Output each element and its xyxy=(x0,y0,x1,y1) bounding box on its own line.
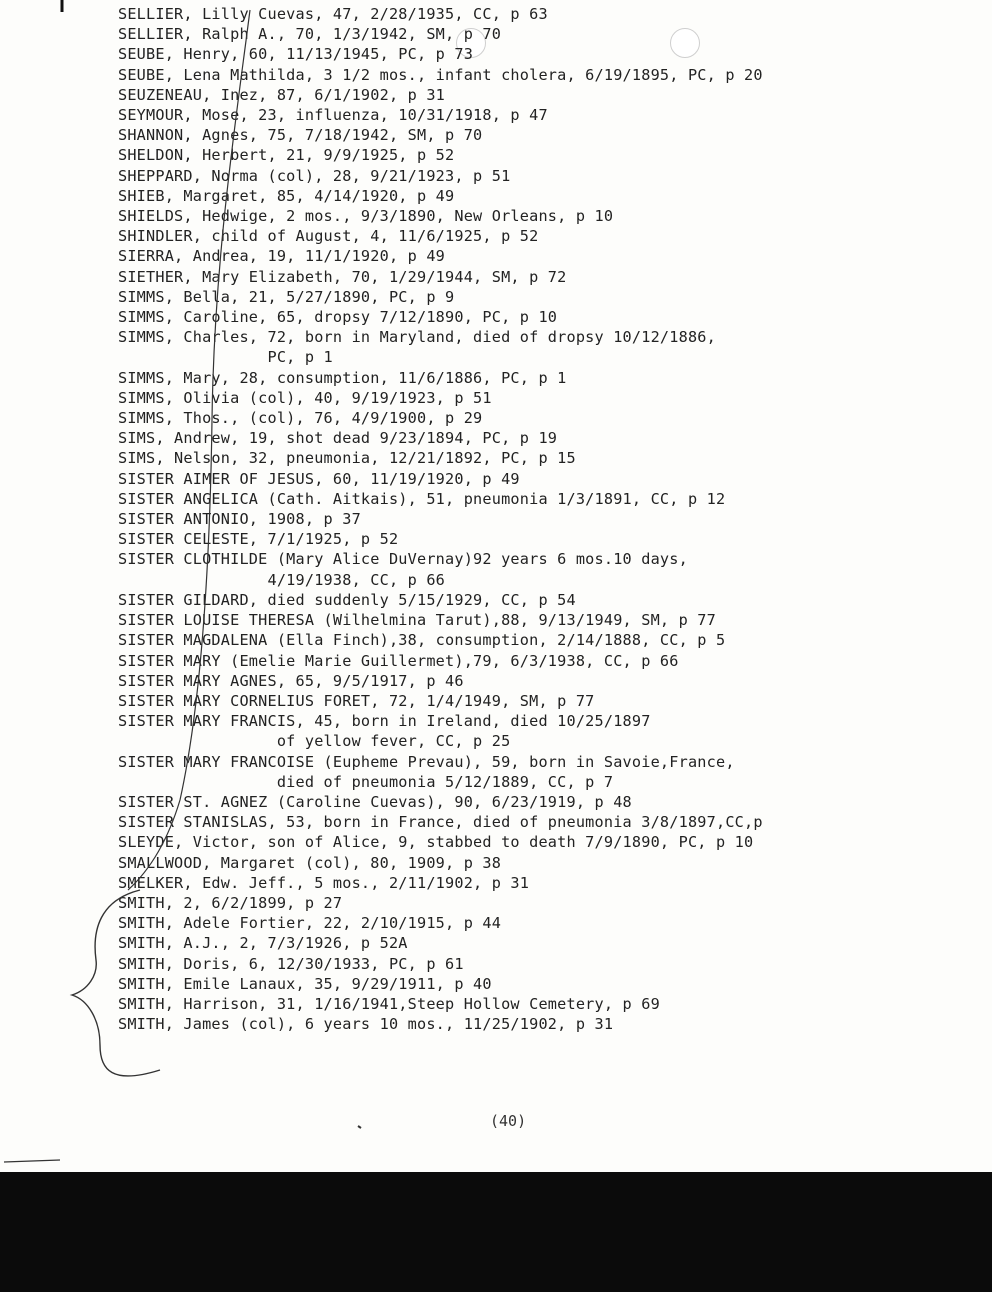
entry-continuation-line: died of pneumonia 5/12/1889, CC, p 7 xyxy=(118,772,614,791)
entry-line: SIMMS, Mary, 28, consumption, 11/6/1886, PC, p 1 xyxy=(118,368,567,387)
entry-line: SISTER MAGDALENA (Ella Finch),38, consumption, 2/14/1888, CC, p 5 xyxy=(118,631,726,650)
index-entry xyxy=(118,549,988,589)
index-entry xyxy=(118,4,988,24)
entry-line: SLEYDE, Victor, son of Alice, 9, stabbed to death 7/9/1890, PC, p 10 xyxy=(118,833,754,852)
index-entry xyxy=(118,489,988,509)
entry-line: SISTER ST. AGNEZ (Caroline Cuevas), 90, 6/23/1919, p 48 xyxy=(118,792,632,811)
index-entry xyxy=(118,85,988,105)
index-entry xyxy=(118,428,988,448)
entry-line: SISTER CELESTE, 7/1/1925, p 52 xyxy=(118,530,399,549)
index-entry xyxy=(118,529,988,549)
index-entry xyxy=(118,307,988,327)
entry-line: SISTER MARY (Emelie Marie Guillermet),79, 6/3/1938, CC, p 66 xyxy=(118,651,679,670)
index-entry xyxy=(118,1014,988,1034)
scan-bottom-border xyxy=(0,1172,992,1292)
index-entry xyxy=(118,873,988,893)
index-entry xyxy=(118,711,988,751)
index-entry xyxy=(118,792,988,812)
page-number: (40) xyxy=(490,1112,527,1130)
index-entry xyxy=(118,974,988,994)
index-entry xyxy=(118,651,988,671)
entry-line: SISTER AIMER OF JESUS, 60, 11/19/1920, p 49 xyxy=(118,469,520,488)
index-entry xyxy=(118,105,988,125)
entry-continuation-line: 4/19/1938, CC, p 66 xyxy=(118,570,446,589)
entry-line: SHIELDS, Hedwige, 2 mos., 9/3/1890, New Orleans, p 10 xyxy=(118,207,614,226)
entry-line: SEUBE, Lena Mathilda, 3 1/2 mos., infant cholera, 6/19/1895, PC, p 20 xyxy=(118,65,763,84)
index-entry xyxy=(118,933,988,953)
entry-line: SMELKER, Edw. Jeff., 5 mos., 2/11/1902, p 31 xyxy=(118,873,530,892)
tick-mark xyxy=(358,1126,361,1128)
index-entry xyxy=(118,287,988,307)
index-entry xyxy=(118,853,988,873)
index-entry xyxy=(118,125,988,145)
entry-line: SMITH, James (col), 6 years 10 mos., 11/25/1902, p 31 xyxy=(118,1015,614,1034)
entry-line: SMITH, A.J., 2, 7/3/1926, p 52A xyxy=(118,934,408,953)
index-entry xyxy=(118,327,988,367)
index-entry xyxy=(118,832,988,852)
index-entry xyxy=(118,812,988,832)
entry-line: SISTER ANGELICA (Cath. Aitkais), 51, pneumonia 1/3/1891, CC, p 12 xyxy=(118,489,726,508)
index-entry xyxy=(118,671,988,691)
entry-line: SIERRA, Andrea, 19, 11/1/1920, p 49 xyxy=(118,247,446,266)
index-entry xyxy=(118,630,988,650)
entry-line: SISTER LOUISE THERESA (Wilhelmina Tarut),88, 9/13/1949, SM, p 77 xyxy=(118,611,716,630)
index-entry xyxy=(118,954,988,974)
entry-line: SISTER MARY AGNES, 65, 9/5/1917, p 46 xyxy=(118,671,464,690)
index-entry xyxy=(118,752,988,792)
index-entry xyxy=(118,267,988,287)
index-entry xyxy=(118,469,988,489)
entry-line: SHEPPARD, Norma (col), 28, 9/21/1923, p 51 xyxy=(118,166,511,185)
entry-line: SIMMS, Olivia (col), 40, 9/19/1923, p 51 xyxy=(118,388,492,407)
index-entry xyxy=(118,994,988,1014)
entry-line: SMITH, 2, 6/2/1899, p 27 xyxy=(118,893,343,912)
entry-line: SISTER MARY CORNELIUS FORET, 72, 1/4/1949, SM, p 77 xyxy=(118,691,595,710)
index-entry xyxy=(118,166,988,186)
entry-line: SEUZENEAU, Inez, 87, 6/1/1902, p 31 xyxy=(118,85,446,104)
index-entry xyxy=(118,913,988,933)
entry-line: SHANNON, Agnes, 75, 7/18/1942, SM, p 70 xyxy=(118,126,483,145)
entry-line: SISTER GILDARD, died suddenly 5/15/1929, CC, p 54 xyxy=(118,590,576,609)
index-entry xyxy=(118,24,988,44)
entry-line: SEYMOUR, Mose, 23, influenza, 10/31/1918, p 47 xyxy=(118,106,548,125)
index-entry xyxy=(118,206,988,226)
entry-line: SIMMS, Caroline, 65, dropsy 7/12/1890, PC, p 10 xyxy=(118,308,558,327)
index-entry xyxy=(118,691,988,711)
small-stroke-bottom-left xyxy=(4,1160,60,1162)
index-entry xyxy=(118,893,988,913)
entry-line: SIMMS, Charles, 72, born in Maryland, died of dropsy 10/12/1886, xyxy=(118,328,716,347)
entry-line: SHELDON, Herbert, 21, 9/9/1925, p 52 xyxy=(118,146,455,165)
index-entry xyxy=(118,246,988,266)
entry-line: SIMMS, Thos., (col), 76, 4/9/1900, p 29 xyxy=(118,409,483,428)
index-entry xyxy=(118,448,988,468)
entry-line: SHIEB, Margaret, 85, 4/14/1920, p 49 xyxy=(118,186,455,205)
entry-line: SISTER MARY FRANCOISE (Eupheme Prevau), 59, born in Savoie,France, xyxy=(118,752,735,771)
entry-line: SIMS, Andrew, 19, shot dead 9/23/1894, PC, p 19 xyxy=(118,429,558,448)
entry-line: SIETHER, Mary Elizabeth, 70, 1/29/1944, SM, p 72 xyxy=(118,267,567,286)
entry-line: SMALLWOOD, Margaret (col), 80, 1909, p 38 xyxy=(118,853,502,872)
index-entry xyxy=(118,388,988,408)
index-entry xyxy=(118,65,988,85)
entry-line: SELLIER, Ralph A., 70, 1/3/1942, SM, p 70 xyxy=(118,25,502,44)
entry-line: SMITH, Adele Fortier, 22, 2/10/1915, p 44 xyxy=(118,914,502,933)
index-entry xyxy=(118,509,988,529)
index-entry xyxy=(118,610,988,630)
entry-line: SEUBE, Henry, 60, 11/13/1945, PC, p 73 xyxy=(118,45,474,64)
index-entry xyxy=(118,590,988,610)
entry-line: SISTER ANTONIO, 1908, p 37 xyxy=(118,510,361,529)
index-entry xyxy=(118,368,988,388)
index-entry xyxy=(118,145,988,165)
entry-line: SMITH, Doris, 6, 12/30/1933, PC, p 61 xyxy=(118,954,464,973)
entry-line: SELLIER, Lilly Cuevas, 47, 2/28/1935, CC, p 63 xyxy=(118,5,548,23)
entry-line: SISTER MARY FRANCIS, 45, born in Ireland, died 10/25/1897 xyxy=(118,712,651,731)
entry-line: SISTER CLOTHILDE (Mary Alice DuVernay)92 years 6 mos.10 days, xyxy=(118,550,688,569)
index-entry xyxy=(118,408,988,428)
entry-line: SHINDLER, child of August, 4, 11/6/1925, p 52 xyxy=(118,227,539,246)
entry-line: SISTER STANISLAS, 53, born in France, died of pneumonia 3/8/1897,CC,p xyxy=(118,813,763,832)
entry-line: SIMMS, Bella, 21, 5/27/1890, PC, p 9 xyxy=(118,287,455,306)
entry-line: SMITH, Harrison, 31, 1/16/1941,Steep Hollow Cemetery, p 69 xyxy=(118,994,660,1013)
index-entry xyxy=(118,44,988,64)
entry-continuation-line: of yellow fever, CC, p 25 xyxy=(118,732,511,751)
entry-line: SIMS, Nelson, 32, pneumonia, 12/21/1892, PC, p 15 xyxy=(118,449,576,468)
entry-continuation-line: PC, p 1 xyxy=(118,348,333,367)
index-entry xyxy=(118,186,988,206)
index-entry xyxy=(118,226,988,246)
obituary-index-list xyxy=(118,4,988,1034)
entry-line: SMITH, Emile Lanaux, 35, 9/29/1911, p 40 xyxy=(118,974,492,993)
